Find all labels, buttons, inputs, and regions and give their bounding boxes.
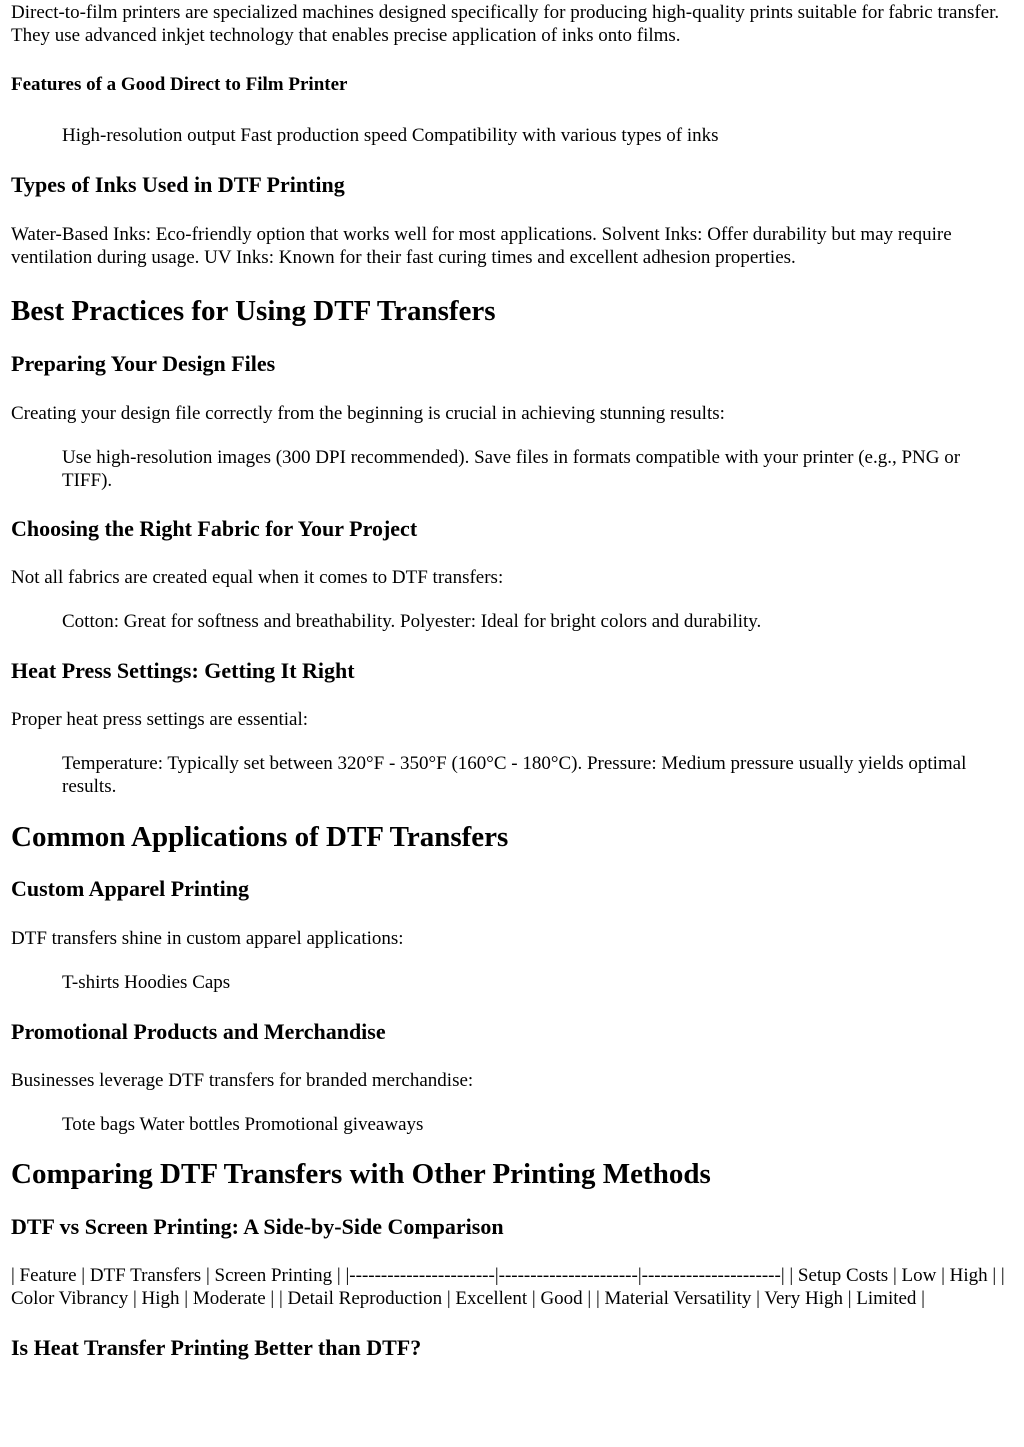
features-heading: Features of a Good Direct to Film Printer xyxy=(11,74,348,95)
comparison-heading: Comparing DTF Transfers with Other Printing Methods xyxy=(11,1158,711,1190)
inks-heading: Types of Inks Used in DTF Printing xyxy=(11,172,345,197)
apparel-heading: Custom Apparel Printing xyxy=(11,876,249,901)
inks-paragraph: Water-Based Inks: Eco-friendly option that works well for most applications. Solvent Inks: Offer durability but may require ventilation during usage. UV Inks: Known for their fast curing times and excellent adhesion properties. xyxy=(11,224,952,268)
apparel-paragraph: DTF transfers shine in custom apparel applications: xyxy=(11,928,404,949)
design-files-list: Use high-resolution images (300 DPI recommended). Save files in formats compatible with your printer (e.g., PNG or TIFF). xyxy=(62,447,961,491)
fabric-heading: Choosing the Right Fabric for Your Project xyxy=(11,516,418,541)
heat-transfer-heading: Is Heat Transfer Printing Better than DTF? xyxy=(11,1335,422,1360)
apparel-list: T-shirts Hoodies Caps xyxy=(62,972,231,993)
fabric-paragraph: Not all fabrics are created equal when it comes to DTF transfers: xyxy=(11,567,504,588)
promo-heading: Promotional Products and Merchandise xyxy=(11,1019,386,1044)
features-list: High-resolution output Fast production speed Compatibility with various types of inks xyxy=(62,125,719,146)
promo-paragraph: Businesses leverage DTF transfers for branded merchandise: xyxy=(11,1070,474,1091)
fabric-list: Cotton: Great for softness and breathability. Polyester: Ideal for bright colors and durability. xyxy=(62,611,762,632)
design-files-paragraph: Creating your design file correctly from the beginning is crucial in achieving stunning results: xyxy=(11,403,725,424)
heat-press-heading: Heat Press Settings: Getting It Right xyxy=(11,658,355,683)
heat-press-list: Temperature: Typically set between 320°F - 350°F (160°C - 180°C). Pressure: Medium pressure usually yields optimal results. xyxy=(62,753,967,797)
promo-list: Tote bags Water bottles Promotional giveaways xyxy=(62,1114,424,1135)
screen-printing-heading: DTF vs Screen Printing: A Side-by-Side Comparison xyxy=(11,1214,504,1239)
intro-paragraph: Direct-to-film printers are specialized machines designed specifically for producing high-quality prints suitable for fabric transfer. They use advanced inkjet technology that enables precise application of inks onto films. xyxy=(11,2,1000,46)
best-practices-heading: Best Practices for Using DTF Transfers xyxy=(11,295,496,327)
heat-press-paragraph: Proper heat press settings are essential: xyxy=(11,709,309,730)
article xyxy=(0,1,1024,1361)
applications-heading: Common Applications of DTF Transfers xyxy=(11,821,509,853)
design-files-heading: Preparing Your Design Files xyxy=(11,351,276,376)
comparison-table-text: | Feature | DTF Transfers | Screen Printing | |-----------------------|----------------------|----------------------| | Setup Costs | Low | High | | Color Vibrancy | High | Moderate | | Detail Reproduction | Excellent | Good | | Material Versatility | Very High | Limited | xyxy=(11,1265,1005,1309)
